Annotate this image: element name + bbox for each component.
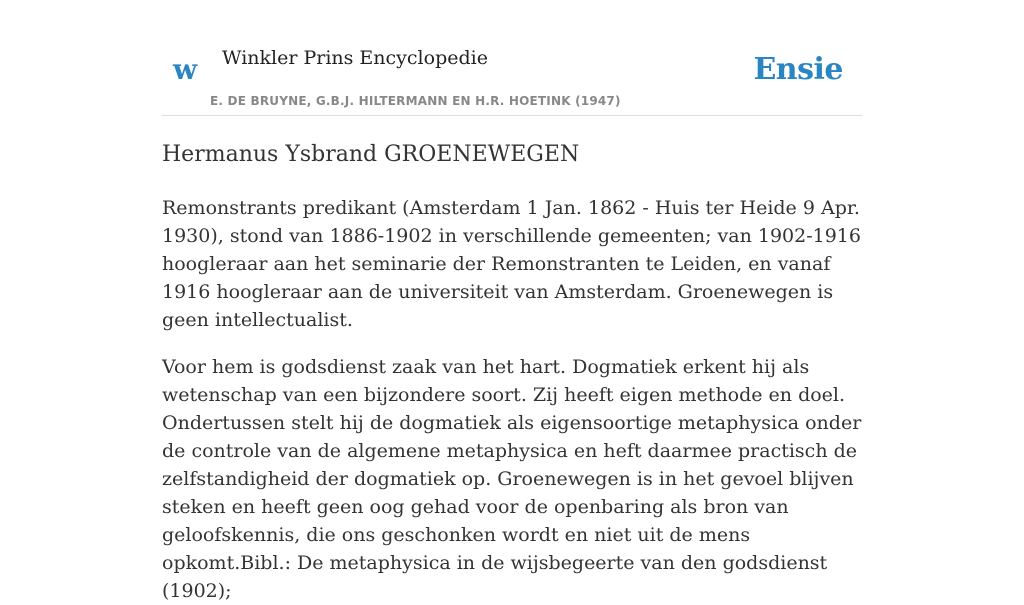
article-paragraph-2: Voor hem is godsdienst zaak van het hart. Dogmatiek erkent hij als wetenschap van een bijzondere soort. Zij heeft eigen methode en doel. Ondertussen stelt hij de dogmatiek als eigensoortige metaphysica onder de controle van de algemene metaphysica en heft daarmee practisch de zelfstandigheid der dogmatiek op. Groenewegen is in het gevoel blijven steken en heeft geen oog gehad voor de openbaring als bron van geloofskennis, die ons geschonken wordt en niet uit de mens opkomt.Bibl.: De metaphysica in de wijsbegeerte van den godsdienst (1902); bbox=[162, 356, 862, 602]
article-paragraph-1: Remonstrants predikant (Amsterdam 1 Jan. 1862 - Huis ter Heide 9 Apr. 1930), stond van 1886-1902 in verschillende gemeenten; van 1902-1916 hoogleraar aan het seminarie der Remonstranten te Leiden, en vanaf 1916 hoogleraar aan de universiteit van Amsterdam. Groenewegen is geen intellectualist. bbox=[162, 197, 861, 331]
publication-title[interactable]: Winkler Prins Encyclopedie bbox=[222, 47, 488, 69]
publication-authors: E. DE BRUYNE, G.B.J. HILTERMANN EN H.R. HOETINK (1947) bbox=[210, 94, 621, 108]
article-title: Hermanus Ysbrand GROENEWEGEN bbox=[162, 142, 580, 167]
site-header bbox=[162, 0, 862, 116]
article bbox=[162, 136, 862, 605]
ensie-logo[interactable]: Ensie bbox=[753, 52, 843, 87]
logo-w-icon[interactable]: w bbox=[173, 53, 198, 86]
